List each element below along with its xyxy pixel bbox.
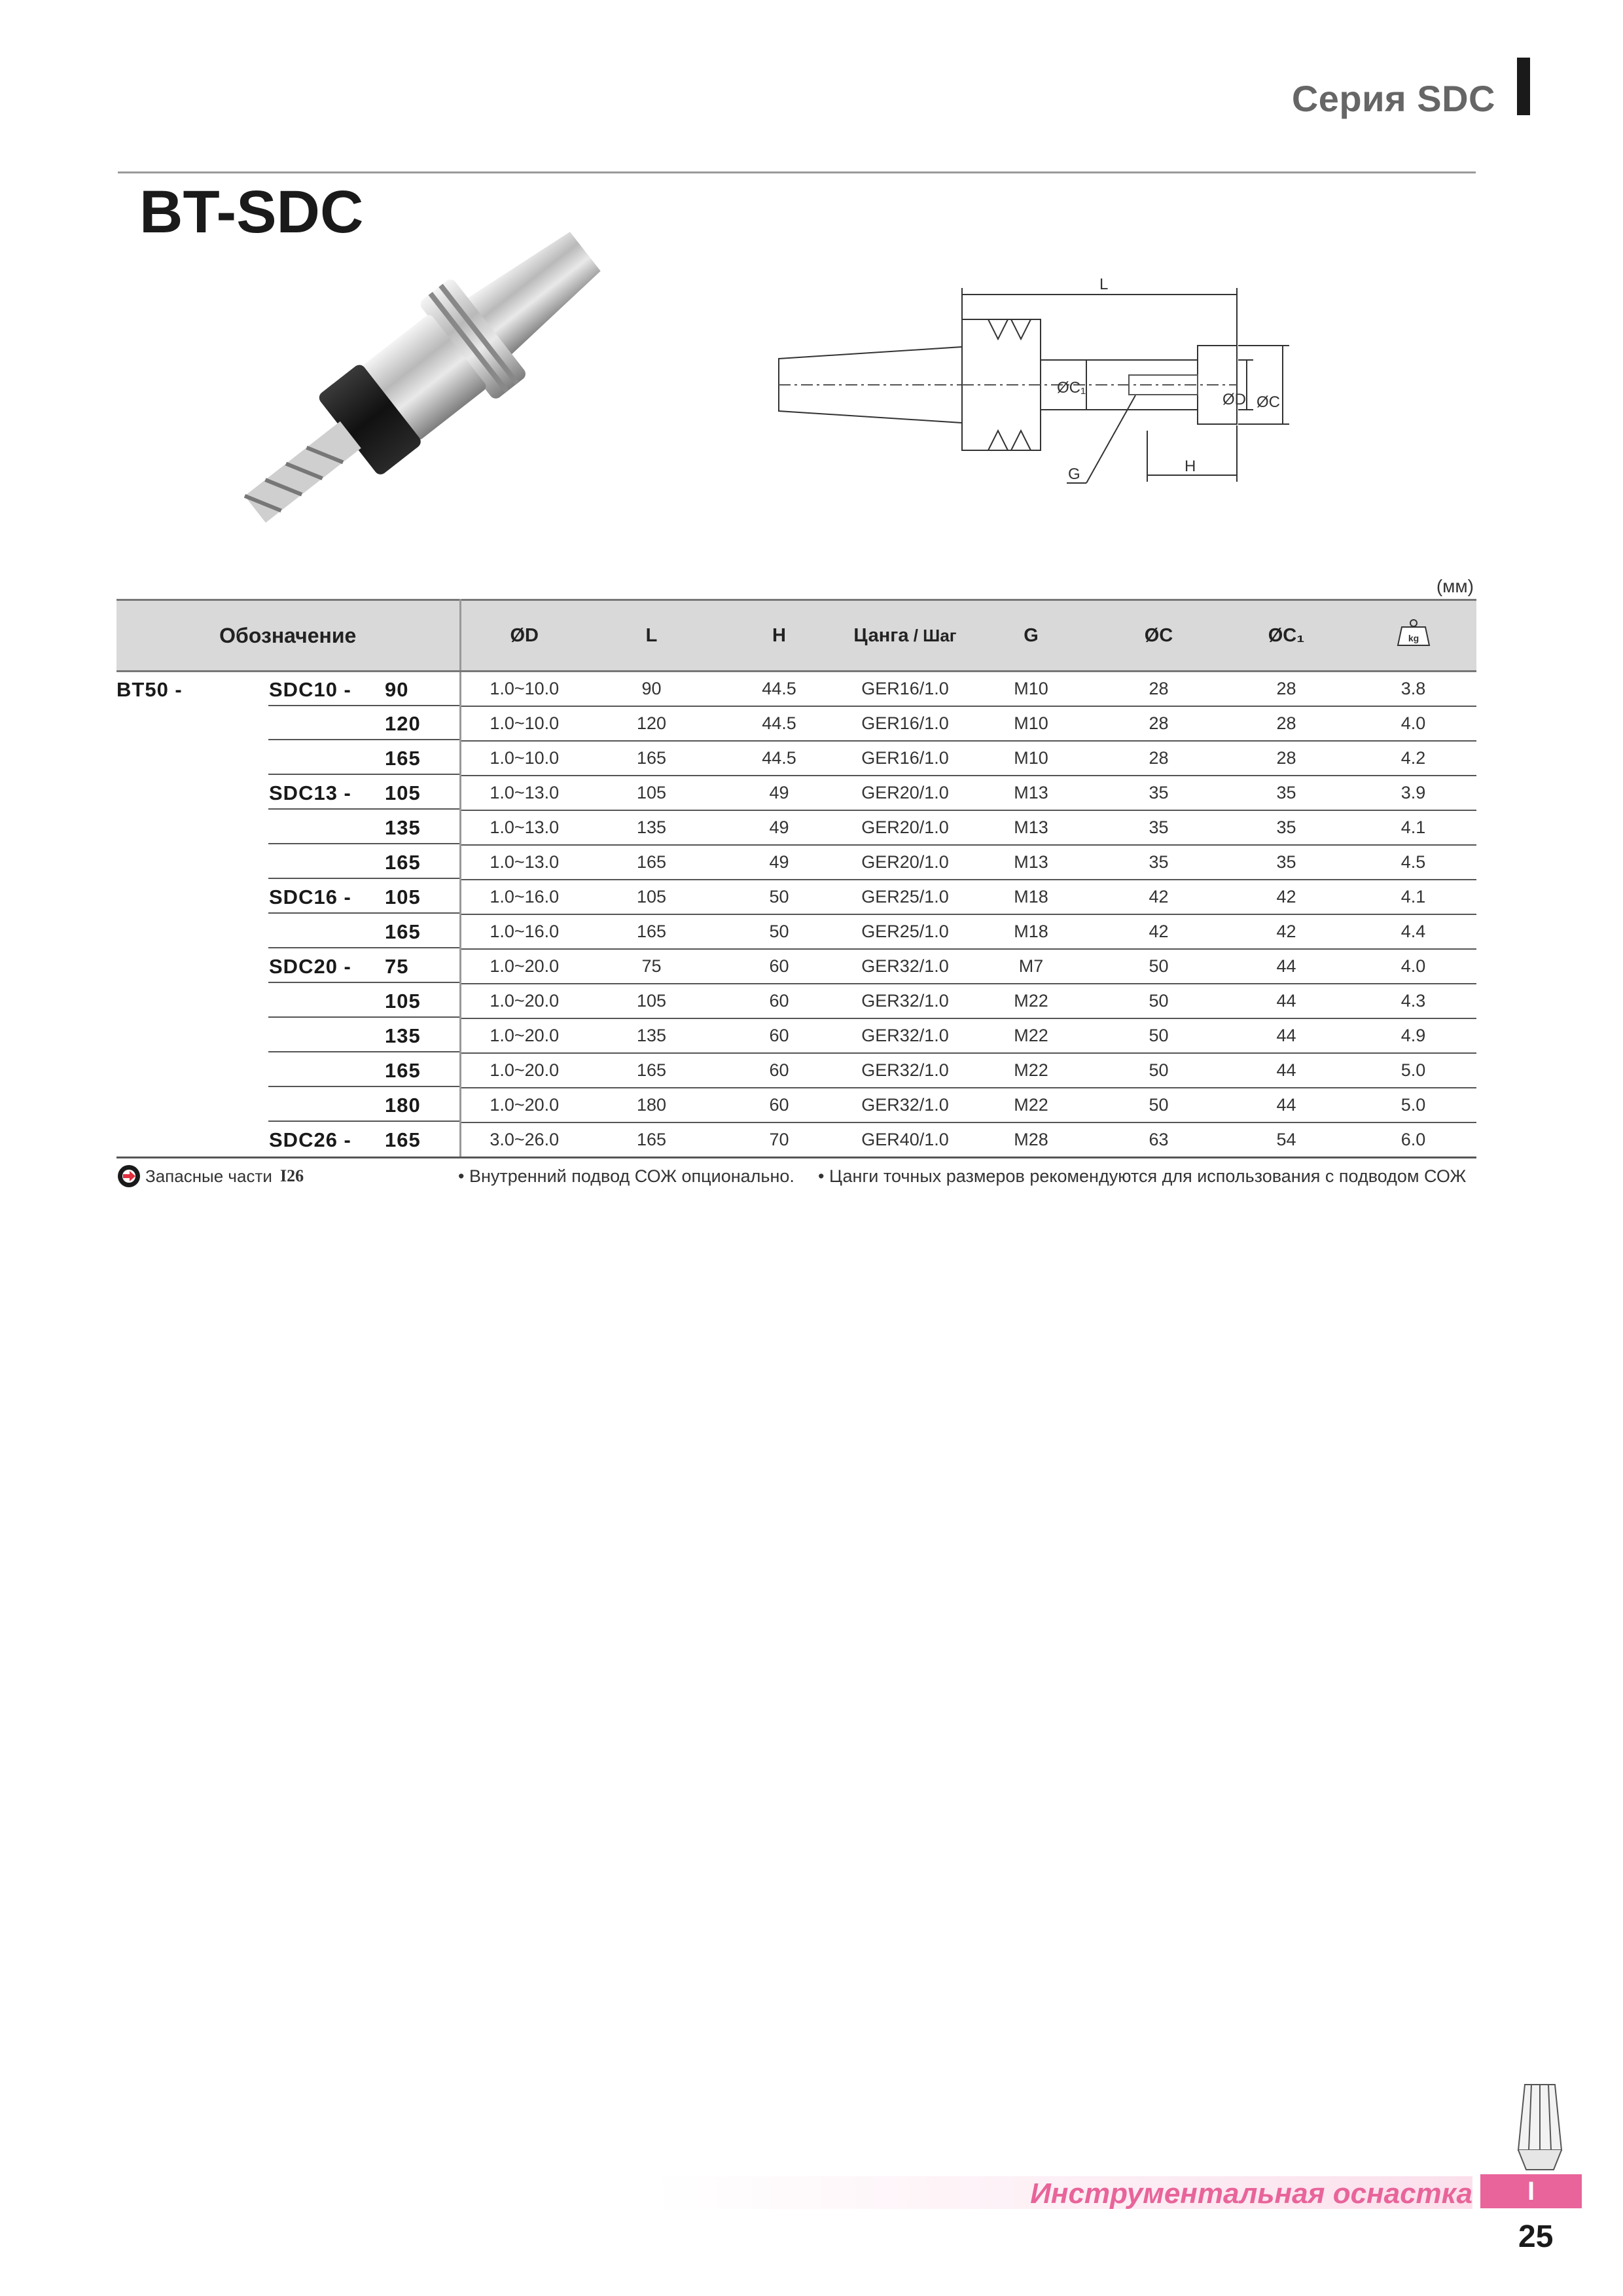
- table-row: [116, 776, 1476, 810]
- designation-rule: [268, 1051, 459, 1052]
- designation-length: 90: [385, 677, 409, 701]
- cell-weight: 5.0: [1350, 1088, 1476, 1122]
- cell-c1: 28: [1222, 706, 1350, 741]
- cell-d: 1.0~13.0: [460, 845, 588, 880]
- cell-h: 60: [715, 949, 843, 984]
- table-row: [116, 1018, 1476, 1053]
- cell-c1: 35: [1222, 845, 1350, 880]
- designation-rule: [268, 1016, 459, 1018]
- table-header-row: [116, 600, 1476, 672]
- cell-l: 135: [588, 1018, 715, 1053]
- header-weight: [1350, 600, 1476, 672]
- designation-length: 75: [385, 955, 409, 978]
- designation-rule: [268, 982, 459, 983]
- designation-cell: [116, 706, 460, 741]
- cell-collet: GER16/1.0: [843, 706, 967, 741]
- cell-h: 50: [715, 880, 843, 914]
- table-row: [116, 1053, 1476, 1088]
- cell-h: 60: [715, 1088, 843, 1122]
- cell-d: 1.0~16.0: [460, 880, 588, 914]
- note-coolant-option: • Внутренний подвод СОЖ опционально.: [458, 1166, 794, 1186]
- designation-length: 105: [385, 990, 421, 1013]
- cell-h: 44.5: [715, 706, 843, 741]
- cell-weight: 4.9: [1350, 1018, 1476, 1053]
- cell-c: 50: [1095, 984, 1222, 1018]
- table-row: [116, 880, 1476, 914]
- cell-l: 180: [588, 1088, 715, 1122]
- cell-h: 49: [715, 845, 843, 880]
- table-row: [116, 1122, 1476, 1158]
- cell-c1: 42: [1222, 880, 1350, 914]
- cell-c: 50: [1095, 1088, 1222, 1122]
- cell-d: 1.0~16.0: [460, 914, 588, 949]
- designation-model: SDC13 -: [269, 781, 351, 804]
- table-row: [116, 1088, 1476, 1122]
- cell-collet: GER16/1.0: [843, 672, 967, 707]
- page-number: 25: [1518, 2219, 1554, 2254]
- designation-cell: [116, 949, 460, 984]
- cell-weight: 5.0: [1350, 1053, 1476, 1088]
- cell-g: M7: [967, 949, 1095, 984]
- cell-collet: GER32/1.0: [843, 984, 967, 1018]
- designation-length: 165: [385, 747, 421, 770]
- cell-weight: 4.5: [1350, 845, 1476, 880]
- cell-collet: GER40/1.0: [843, 1122, 967, 1158]
- cell-h: 50: [715, 914, 843, 949]
- cell-c1: 44: [1222, 1053, 1350, 1088]
- cell-c: 35: [1095, 810, 1222, 845]
- drawing-label-l: L: [1099, 276, 1109, 293]
- header-collet: [843, 600, 967, 672]
- cell-g: M28: [967, 1122, 1095, 1158]
- drawing-label-c: ØC: [1257, 393, 1280, 411]
- designation-cell: [116, 1053, 460, 1088]
- cell-l: 105: [588, 880, 715, 914]
- cell-collet: GER25/1.0: [843, 914, 967, 949]
- cell-d: 1.0~20.0: [460, 949, 588, 984]
- designation-rule: [268, 808, 459, 810]
- table-row: [116, 741, 1476, 776]
- cell-weight: 4.1: [1350, 880, 1476, 914]
- cell-d: 1.0~20.0: [460, 984, 588, 1018]
- cell-c: 28: [1095, 706, 1222, 741]
- cell-weight: 4.0: [1350, 949, 1476, 984]
- cell-collet: GER32/1.0: [843, 949, 967, 984]
- cell-weight: 4.2: [1350, 741, 1476, 776]
- cell-c: 28: [1095, 741, 1222, 776]
- cell-g: M10: [967, 706, 1095, 741]
- designation-inner: [116, 1123, 459, 1157]
- note-precision-collets: • Цанги точных размеров рекомендуются для использования с подводом СОЖ: [818, 1166, 1467, 1186]
- cell-l: 165: [588, 914, 715, 949]
- designation-cell: [116, 810, 460, 845]
- header-l: L: [588, 600, 715, 672]
- designation-inner: [116, 915, 459, 948]
- table-row: [116, 810, 1476, 845]
- cell-d: 1.0~20.0: [460, 1018, 588, 1053]
- cell-c: 50: [1095, 949, 1222, 984]
- cell-c: 28: [1095, 672, 1222, 707]
- designation-inner: [116, 1019, 459, 1052]
- designation-inner: [116, 984, 459, 1018]
- cell-weight: 3.8: [1350, 672, 1476, 707]
- cell-d: 1.0~20.0: [460, 1053, 588, 1088]
- designation-cell: [116, 984, 460, 1018]
- cell-h: 70: [715, 1122, 843, 1158]
- drawing-label-h: H: [1185, 457, 1196, 475]
- cell-c: 35: [1095, 845, 1222, 880]
- cell-collet: GER20/1.0: [843, 845, 967, 880]
- designation-cell: [116, 741, 460, 776]
- designation-cell: [116, 845, 460, 880]
- cell-g: M13: [967, 776, 1095, 810]
- cell-c1: 42: [1222, 914, 1350, 949]
- table-row: [116, 845, 1476, 880]
- header-collet-pitch: / Шаг: [908, 625, 957, 645]
- product-title: BT-SDC: [139, 179, 364, 245]
- header-c: ØC: [1095, 600, 1222, 672]
- designation-inner: [116, 707, 459, 740]
- cell-g: M13: [967, 810, 1095, 845]
- designation-inner: [116, 742, 459, 775]
- designation-model: SDC26 -: [269, 1128, 351, 1151]
- designation-length: 165: [385, 920, 421, 943]
- designation-length: 105: [385, 886, 421, 908]
- cell-l: 135: [588, 810, 715, 845]
- cell-weight: 6.0: [1350, 1122, 1476, 1158]
- designation-length: 165: [385, 1059, 421, 1082]
- cell-g: M18: [967, 914, 1095, 949]
- cell-l: 165: [588, 741, 715, 776]
- cell-d: 1.0~13.0: [460, 776, 588, 810]
- header-g: G: [967, 600, 1095, 672]
- cell-h: 44.5: [715, 741, 843, 776]
- designation-model: SDC16 -: [269, 886, 351, 908]
- designation-length: 135: [385, 816, 421, 839]
- cell-collet: GER16/1.0: [843, 741, 967, 776]
- spare-parts-label: Запасные части: [145, 1166, 272, 1186]
- units-label: (мм): [1436, 576, 1474, 596]
- cell-c1: 44: [1222, 949, 1350, 984]
- table-row: [116, 672, 1476, 707]
- designation-rule: [268, 1086, 459, 1087]
- cell-weight: 4.3: [1350, 984, 1476, 1018]
- designation-rule: [268, 912, 459, 914]
- specification-table: [116, 599, 1476, 1158]
- chapter-label: Инструментальная оснастка: [1030, 2178, 1472, 2210]
- cell-h: 60: [715, 984, 843, 1018]
- header-divider: [118, 171, 1476, 173]
- designation-cell: [116, 672, 460, 707]
- cell-g: M18: [967, 880, 1095, 914]
- cell-g: M22: [967, 1053, 1095, 1088]
- cell-g: M22: [967, 1018, 1095, 1053]
- series-marker-bar: [1517, 58, 1530, 115]
- cell-l: 105: [588, 776, 715, 810]
- designation-inner: [116, 776, 459, 810]
- cell-l: 165: [588, 1122, 715, 1158]
- cell-c1: 44: [1222, 1018, 1350, 1053]
- cell-weight: 4.0: [1350, 706, 1476, 741]
- spare-parts-arrow-icon: [116, 1164, 141, 1189]
- cell-l: 90: [588, 672, 715, 707]
- cell-collet: GER32/1.0: [843, 1018, 967, 1053]
- cell-g: M22: [967, 984, 1095, 1018]
- designation-inner: [116, 846, 459, 879]
- cell-g: M13: [967, 845, 1095, 880]
- designation-series: BT50 -: [116, 677, 183, 701]
- cell-c1: 44: [1222, 984, 1350, 1018]
- table-row: [116, 949, 1476, 984]
- designation-cell: [116, 880, 460, 914]
- cell-h: 60: [715, 1018, 843, 1053]
- table-row: [116, 984, 1476, 1018]
- cell-h: 49: [715, 776, 843, 810]
- cell-c1: 28: [1222, 672, 1350, 707]
- designation-rule: [268, 947, 459, 948]
- designation-cell: [116, 1122, 460, 1158]
- header-d: ØD: [460, 600, 588, 672]
- drawing-label-g: G: [1068, 465, 1080, 483]
- series-title: Серия SDC: [1291, 78, 1495, 119]
- cell-d: 1.0~10.0: [460, 672, 588, 707]
- designation-cell: [116, 1018, 460, 1053]
- cell-g: M10: [967, 741, 1095, 776]
- designation-cell: [116, 914, 460, 949]
- designation-inner: [116, 1054, 459, 1087]
- cell-c: 50: [1095, 1053, 1222, 1088]
- designation-length: 165: [385, 851, 421, 874]
- designation-rule: [268, 878, 459, 879]
- cell-collet: GER20/1.0: [843, 810, 967, 845]
- designation-length: 180: [385, 1094, 421, 1117]
- cell-collet: GER32/1.0: [843, 1053, 967, 1088]
- designation-rule: [268, 1121, 459, 1122]
- cell-l: 75: [588, 949, 715, 984]
- cell-d: 3.0~26.0: [460, 1122, 588, 1158]
- cell-d: 1.0~20.0: [460, 1088, 588, 1122]
- designation-inner: [116, 880, 459, 914]
- table-row: [116, 914, 1476, 949]
- cell-c1: 44: [1222, 1088, 1350, 1122]
- cell-g: M22: [967, 1088, 1095, 1122]
- cell-c: 50: [1095, 1018, 1222, 1053]
- header-designation: Обозначение: [116, 600, 460, 672]
- cell-l: 120: [588, 706, 715, 741]
- cell-collet: GER20/1.0: [843, 776, 967, 810]
- cell-h: 44.5: [715, 672, 843, 707]
- cell-c: 35: [1095, 776, 1222, 810]
- header-c1: ØC₁: [1222, 600, 1350, 672]
- designation-length: 105: [385, 781, 421, 804]
- cell-d: 1.0~10.0: [460, 706, 588, 741]
- drawing-label-c1: ØC₁: [1057, 379, 1086, 397]
- technical-drawing: [766, 274, 1342, 506]
- product-photo: [229, 219, 628, 543]
- collet-icon: [1513, 2078, 1567, 2176]
- cell-l: 165: [588, 845, 715, 880]
- cell-c: 42: [1095, 880, 1222, 914]
- cell-h: 60: [715, 1053, 843, 1088]
- cell-c1: 35: [1222, 776, 1350, 810]
- weight-icon: [1395, 618, 1432, 648]
- designation-rule: [268, 774, 459, 775]
- designation-model: SDC10 -: [269, 677, 351, 701]
- cell-c1: 54: [1222, 1122, 1350, 1158]
- spare-parts-ref[interactable]: I26: [280, 1166, 304, 1185]
- drawing-label-d: ØD: [1222, 391, 1246, 408]
- designation-rule: [268, 843, 459, 844]
- cell-c: 63: [1095, 1122, 1222, 1158]
- designation-length: 135: [385, 1024, 421, 1047]
- designation-inner: [116, 950, 459, 983]
- cell-h: 49: [715, 810, 843, 845]
- designation-length: 165: [385, 1128, 421, 1151]
- designation-rule: [268, 739, 459, 740]
- designation-cell: [116, 1088, 460, 1122]
- cell-c1: 35: [1222, 810, 1350, 845]
- header-collet-label: Цанга: [853, 624, 909, 646]
- designation-inner: [116, 811, 459, 844]
- table-row: [116, 706, 1476, 741]
- cell-d: 1.0~10.0: [460, 741, 588, 776]
- cell-g: M10: [967, 672, 1095, 707]
- cell-weight: 4.1: [1350, 810, 1476, 845]
- cell-collet: GER25/1.0: [843, 880, 967, 914]
- designation-cell: [116, 776, 460, 810]
- cell-collet: GER32/1.0: [843, 1088, 967, 1122]
- cell-l: 165: [588, 1053, 715, 1088]
- designation-inner: [116, 1088, 459, 1122]
- designation-inner: [116, 673, 459, 706]
- header-h: H: [715, 600, 843, 672]
- designation-length: 120: [385, 712, 421, 735]
- cell-weight: 3.9: [1350, 776, 1476, 810]
- cell-weight: 4.4: [1350, 914, 1476, 949]
- cell-d: 1.0~13.0: [460, 810, 588, 845]
- cell-l: 105: [588, 984, 715, 1018]
- designation-model: SDC20 -: [269, 955, 351, 978]
- cell-c1: 28: [1222, 741, 1350, 776]
- weight-unit: kg: [1408, 633, 1419, 643]
- chapter-tab[interactable]: I: [1480, 2174, 1582, 2208]
- cell-c: 42: [1095, 914, 1222, 949]
